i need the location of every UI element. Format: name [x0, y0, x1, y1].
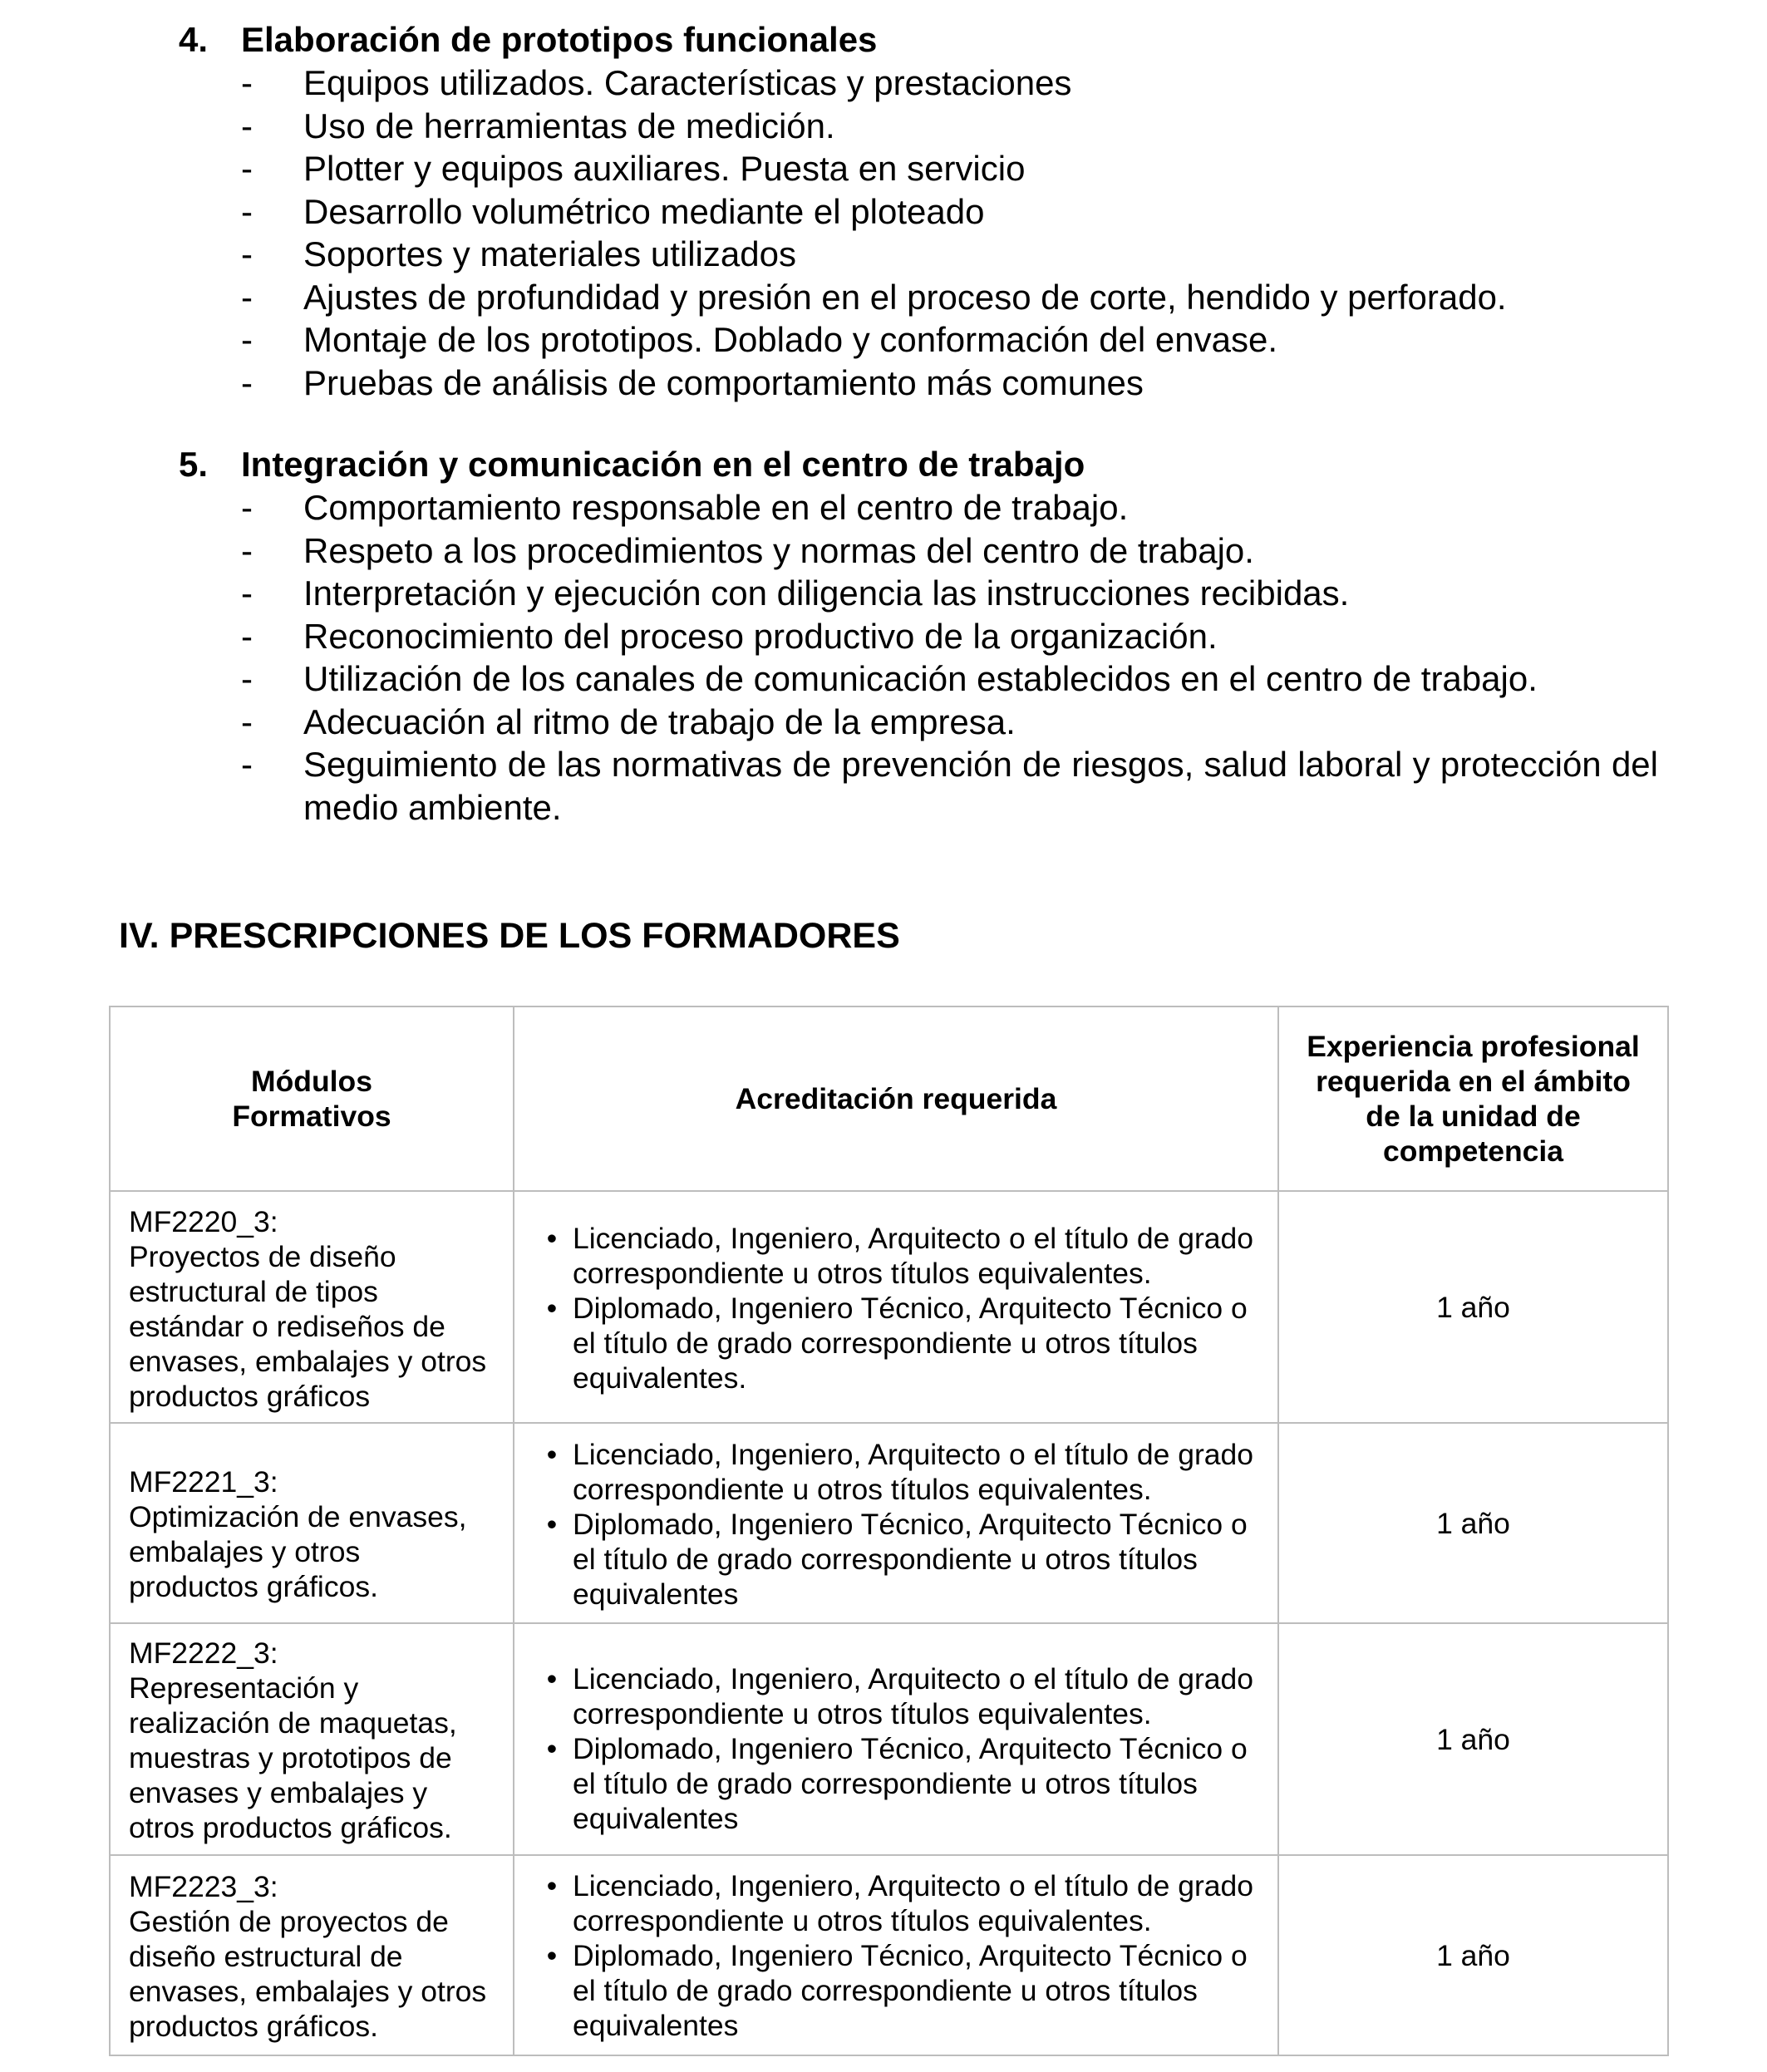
- section-title: Elaboración de prototipos funcionales: [241, 20, 878, 59]
- credential-item: [531, 1661, 1261, 1731]
- list-item: [179, 743, 1658, 829]
- table-row: [110, 1855, 1668, 2055]
- section-4: [179, 18, 1658, 404]
- credential-text: Licenciado, Ingeniero, Arquitecto o el título de grado correspondiente u otros títulos equivalentes.: [573, 1661, 1254, 1730]
- chapter-title: IV. PRESCRIPCIONES DE LOS FORMADORES: [119, 916, 900, 956]
- dash-marker: -: [241, 320, 253, 359]
- dash-marker: -: [241, 106, 253, 145]
- list-item: [179, 105, 1658, 148]
- experience-cell: 1 año: [1278, 1423, 1668, 1623]
- dash-marker: -: [241, 234, 253, 273]
- table-row: [110, 1623, 1668, 1855]
- table-row: [110, 1191, 1668, 1423]
- list-item-text: Ajustes de profundidad y presión en el proceso de corte, hendido y perforado.: [303, 277, 1507, 317]
- dash-marker: -: [241, 191, 253, 231]
- credential-item: [531, 1437, 1261, 1507]
- bullet-marker: •: [546, 1868, 558, 1902]
- credential-text: Licenciado, Ingeniero, Arquitecto o el título de grado correspondiente u otros títulos equivalentes.: [573, 1868, 1254, 1937]
- list-item: [179, 529, 1658, 573]
- bullet-marker: •: [546, 1731, 558, 1765]
- bullet-marker: •: [546, 1291, 558, 1325]
- dash-marker: -: [241, 63, 253, 102]
- section-5: [179, 443, 1658, 829]
- credential-item: [531, 1507, 1261, 1612]
- dash-marker: -: [241, 488, 253, 527]
- list-item-text: Montaje de los prototipos. Doblado y conformación del envase.: [303, 320, 1278, 359]
- list-item: [179, 657, 1658, 701]
- table-header-row: [110, 1006, 1668, 1191]
- list-item-text: Desarrollo volumétrico mediante el ploteado: [303, 191, 985, 231]
- credential-text: Diplomado, Ingeniero Técnico, Arquitecto Técnico o el título de grado correspondiente u otros títulos equivalentes.: [573, 1291, 1248, 1395]
- list-item: [179, 362, 1658, 405]
- list-item: [179, 147, 1658, 190]
- list-item: [179, 233, 1658, 276]
- trainers-requirements-table: [109, 1006, 1669, 2056]
- module-cell: MF2220_3: Proyectos de diseño estructural de tipos estándar o rediseños de envases, embalajes y otros productos gráficos: [110, 1191, 514, 1423]
- item-list: [179, 62, 1658, 404]
- list-item: [179, 190, 1658, 234]
- list-item-text: Pruebas de análisis de comportamiento más comunes: [303, 362, 1144, 402]
- list-item-text: Comportamiento responsable en el centro de trabajo.: [303, 488, 1129, 527]
- credential-item: [531, 1868, 1261, 1938]
- accreditation-cell: [514, 1855, 1278, 2055]
- bullet-marker: •: [546, 1507, 558, 1541]
- accreditation-cell: [514, 1623, 1278, 1855]
- credential-text: Licenciado, Ingeniero, Arquitecto o el título de grado correspondiente u otros títulos equivalentes.: [573, 1437, 1254, 1506]
- credential-item: [531, 1291, 1261, 1395]
- credential-text: Diplomado, Ingeniero Técnico, Arquitecto Técnico o el título de grado correspondiente u otros títulos equivalentes: [573, 1731, 1248, 1835]
- bullet-marker: •: [546, 1437, 558, 1471]
- section-heading: [179, 443, 1658, 486]
- section-title: Integración y comunicación en el centro de trabajo: [241, 445, 1085, 484]
- column-header-accreditation: Acreditación requerida: [514, 1006, 1278, 1191]
- list-item: [179, 701, 1658, 744]
- list-item: [179, 572, 1658, 615]
- accreditation-cell: [514, 1191, 1278, 1423]
- section-number: 5.: [179, 445, 209, 484]
- list-item-text: Plotter y equipos auxiliares. Puesta en servicio: [303, 149, 1026, 188]
- experience-cell: 1 año: [1278, 1623, 1668, 1855]
- list-item-text: Soportes y materiales utilizados: [303, 234, 796, 273]
- credential-item: [531, 1938, 1261, 2043]
- dash-marker: -: [241, 659, 253, 698]
- dash-marker: -: [241, 362, 253, 402]
- accreditation-cell: [514, 1423, 1278, 1623]
- experience-cell: 1 año: [1278, 1191, 1668, 1423]
- module-cell: MF2223_3: Gestión de proyectos de diseño estructural de envases, embalajes y otros productos gráficos.: [110, 1855, 514, 2055]
- list-item: [179, 615, 1658, 658]
- dash-marker: -: [241, 149, 253, 188]
- credential-item: [531, 1221, 1261, 1291]
- list-item: [179, 276, 1658, 319]
- list-item-text: Uso de herramientas de medición.: [303, 106, 835, 145]
- credential-text: Licenciado, Ingeniero, Arquitecto o el título de grado correspondiente u otros títulos equivalentes.: [573, 1221, 1254, 1290]
- list-item-text: Interpretación y ejecución con diligencia las instrucciones recibidas.: [303, 573, 1350, 613]
- section-heading: [179, 18, 1658, 62]
- credential-item: [531, 1731, 1261, 1836]
- dash-marker: -: [241, 616, 253, 656]
- dash-marker: -: [241, 573, 253, 613]
- bullet-marker: •: [546, 1221, 558, 1255]
- table-row: [110, 1423, 1668, 1623]
- list-item: [179, 486, 1658, 529]
- credential-text: Diplomado, Ingeniero Técnico, Arquitecto Técnico o el título de grado correspondiente u otros títulos equivalentes: [573, 1507, 1248, 1611]
- list-item: [179, 62, 1658, 105]
- bullet-marker: •: [546, 1938, 558, 1972]
- bullet-marker: •: [546, 1661, 558, 1695]
- list-item: [179, 318, 1658, 362]
- list-item-text: Reconocimiento del proceso productivo de la organización.: [303, 616, 1218, 656]
- column-header-modules: Módulos Formativos: [110, 1006, 514, 1191]
- list-item-text: Adecuación al ritmo de trabajo de la empresa.: [303, 701, 1016, 741]
- list-item-text: Utilización de los canales de comunicación establecidos en el centro de trabajo.: [303, 659, 1538, 698]
- dash-marker: -: [241, 530, 253, 570]
- module-cell: MF2221_3: Optimización de envases, embalajes y otros productos gráficos.: [110, 1423, 514, 1623]
- list-item-text: Seguimiento de las normativas de prevención de riesgos, salud laboral y protección del medio ambiente.: [303, 745, 1658, 827]
- item-list: [179, 486, 1658, 829]
- list-item-text: Respeto a los procedimientos y normas del centro de trabajo.: [303, 530, 1254, 570]
- credential-text: Diplomado, Ingeniero Técnico, Arquitecto Técnico o el título de grado correspondiente u otros títulos equivalentes: [573, 1938, 1248, 2042]
- module-cell: MF2222_3: Representación y realización de maquetas, muestras y prototipos de envases y embalajes y otros productos gráficos.: [110, 1623, 514, 1855]
- section-number: 4.: [179, 20, 209, 59]
- list-item-text: Equipos utilizados. Características y prestaciones: [303, 63, 1072, 102]
- dash-marker: -: [241, 701, 253, 741]
- experience-cell: 1 año: [1278, 1855, 1668, 2055]
- column-header-experience: Experiencia profesional requerida en el ámbito de la unidad de competencia: [1278, 1006, 1668, 1191]
- dash-marker: -: [241, 277, 253, 317]
- dash-marker: -: [241, 745, 253, 784]
